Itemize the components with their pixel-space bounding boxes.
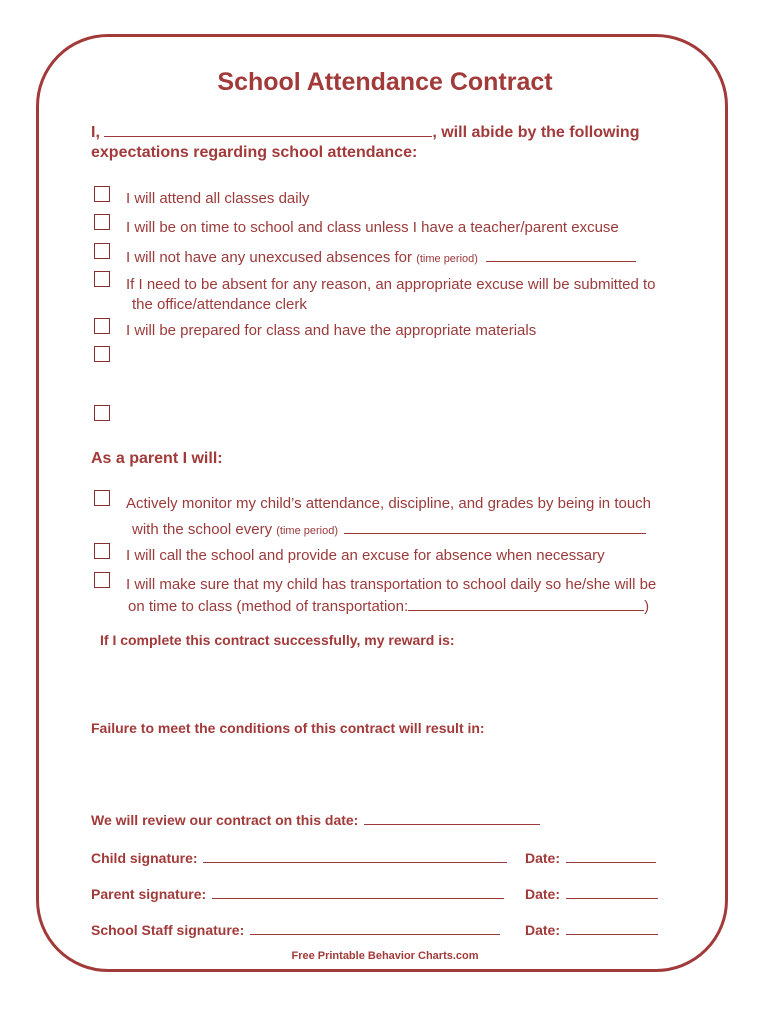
monitor-period-field[interactable] bbox=[344, 519, 646, 534]
checkbox-monitor[interactable] bbox=[94, 490, 110, 506]
staff-date-row bbox=[525, 920, 658, 938]
intro-line-2: expectations regarding school attendance: bbox=[91, 144, 418, 161]
child-date-label: Date: bbox=[525, 850, 561, 866]
checkbox-unexcused[interactable] bbox=[94, 243, 110, 259]
item-on-time: I will be on time to school and class unless I have a teacher/parent excuse bbox=[126, 219, 619, 236]
parent-item-call: I will call the school and provide an excuse for absence when necessary bbox=[126, 547, 605, 564]
checkbox-transportation[interactable] bbox=[94, 572, 110, 588]
staff-date-label: Date: bbox=[525, 922, 561, 938]
time-period-label: (time period) bbox=[416, 253, 478, 265]
item-absent-excuse-cont: the office/attendance clerk bbox=[132, 296, 307, 313]
staff-signature-label: School Staff signature: bbox=[91, 922, 245, 938]
item-unexcused-text: I will not have any unexcused absences for bbox=[126, 249, 413, 266]
transport-method-field[interactable] bbox=[408, 596, 644, 611]
child-date-row bbox=[525, 848, 656, 866]
parent-signature-label: Parent signature: bbox=[91, 886, 207, 902]
child-date-field[interactable] bbox=[566, 848, 656, 863]
item-prepared: I will be prepared for class and have the appropriate materials bbox=[126, 322, 537, 339]
parent-date-row bbox=[525, 884, 658, 902]
reward-label: If I complete this contract successfully, my reward is: bbox=[100, 632, 455, 648]
checkbox-prepared[interactable] bbox=[94, 318, 110, 334]
staff-signature-row bbox=[91, 920, 500, 938]
footer-credit: Free Printable Behavior Charts.com bbox=[291, 950, 479, 962]
transport-method-label: on time to class (method of transportation: bbox=[128, 598, 409, 615]
staff-date-field[interactable] bbox=[566, 920, 658, 935]
staff-signature-field[interactable] bbox=[250, 920, 500, 935]
unexcused-period-field[interactable] bbox=[486, 247, 636, 262]
checkbox-on-time[interactable] bbox=[94, 214, 110, 230]
failure-label: Failure to meet the conditions of this contract will result in: bbox=[91, 720, 485, 736]
parent-monitor-text: with the school every bbox=[132, 521, 273, 538]
parent-heading: As a parent I will: bbox=[91, 450, 223, 467]
time-period-label-2: (time period) bbox=[276, 525, 338, 537]
child-signature-field[interactable] bbox=[203, 848, 507, 863]
checkbox-blank-2[interactable] bbox=[94, 405, 110, 421]
parent-signature-field[interactable] bbox=[212, 884, 504, 899]
parent-item-monitor-cont bbox=[132, 519, 646, 538]
item-unexcused bbox=[126, 247, 636, 266]
parent-item-transport: I will make sure that my child has transportation to school daily so he/she will be bbox=[126, 576, 657, 593]
student-name-field[interactable] bbox=[104, 122, 432, 137]
parent-date-label: Date: bbox=[525, 886, 561, 902]
child-signature-label: Child signature: bbox=[91, 850, 198, 866]
item-attend: I will attend all classes daily bbox=[126, 190, 310, 207]
item-absent-excuse: If I need to be absent for any reason, an appropriate excuse will be submitted to bbox=[126, 276, 656, 293]
checkbox-attend[interactable] bbox=[94, 186, 110, 202]
intro-prefix: I, bbox=[91, 124, 100, 141]
review-date-row bbox=[91, 810, 540, 828]
checkbox-blank-1[interactable] bbox=[94, 346, 110, 362]
checkbox-call-school[interactable] bbox=[94, 543, 110, 559]
parent-item-transport-cont bbox=[128, 596, 649, 615]
review-date-field[interactable] bbox=[364, 810, 540, 825]
checkbox-absent-excuse[interactable] bbox=[94, 271, 110, 287]
parent-signature-row bbox=[91, 884, 504, 902]
child-signature-row bbox=[91, 848, 507, 866]
review-label: We will review our contract on this date: bbox=[91, 812, 359, 828]
intro-line-1 bbox=[91, 122, 639, 142]
page-title: School Attendance Contract bbox=[217, 68, 553, 96]
parent-date-field[interactable] bbox=[566, 884, 658, 899]
parent-item-monitor: Actively monitor my child’s attendance, discipline, and grades by being in touch bbox=[126, 495, 652, 512]
intro-suffix: , will abide by the following bbox=[432, 124, 640, 141]
transport-close-paren: ) bbox=[644, 598, 650, 615]
